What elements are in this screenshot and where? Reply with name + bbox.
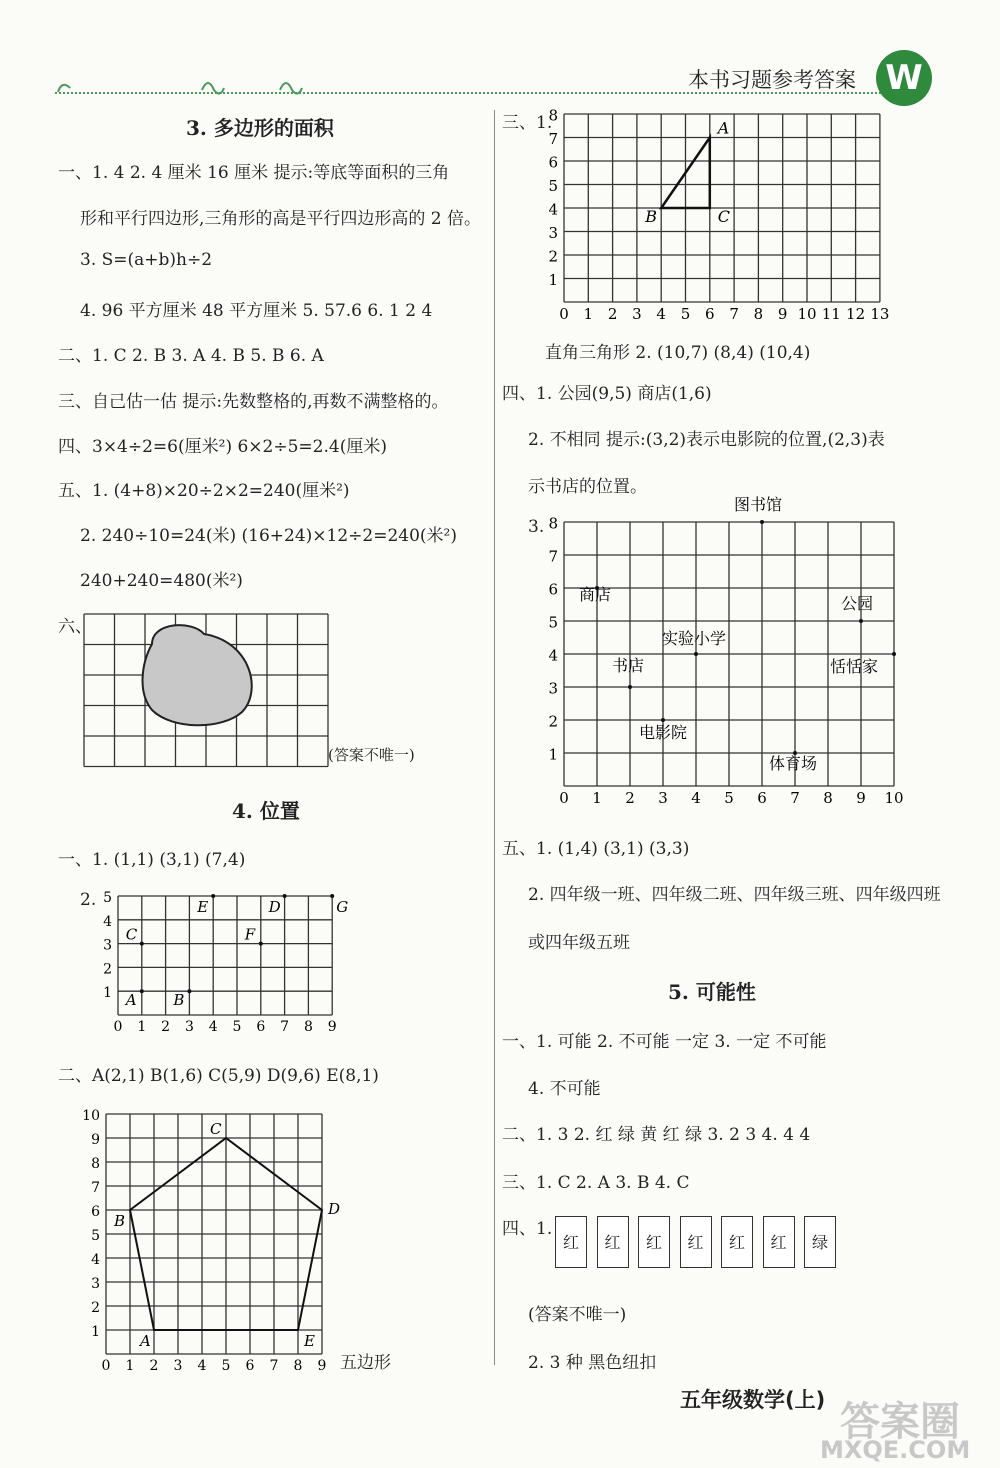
x-tick-label: 6 [256,1019,266,1035]
x-tick-label: 9 [777,305,788,323]
point-label: C [210,1120,222,1138]
grid-point [187,989,191,993]
place-label: 公园 [841,594,874,613]
six-note: (答案不唯一) [328,746,415,764]
column-divider [494,110,495,1365]
grid-point [140,942,144,946]
right-line-5: 五、1. (1,4) (3,1) (3,3) [502,839,690,859]
y-tick-label: 2 [548,247,558,266]
point-label: D [328,1200,341,1218]
place-label: 商店 [579,585,612,604]
y-tick-label: 3 [91,1276,100,1292]
color-ball-box: 红 [597,1216,629,1268]
x-tick-label: 8 [753,305,764,323]
place-point [892,652,896,656]
y-tick-label: 4 [103,913,112,930]
point-label: A [140,1332,151,1350]
x-tick-label: 4 [656,305,666,323]
point-label: B [645,207,657,226]
left-line-6: 三、自己估一估 提示:先数整格的,再数不满整格的。 [58,392,449,412]
y-tick-label: 5 [548,177,558,195]
y-tick-label: 10 [82,1108,100,1124]
place-label: 电影院 [639,723,688,742]
x-tick-label: 8 [823,789,833,807]
x-tick-label: 11 [821,305,841,323]
x-tick-label: 7 [269,1358,279,1374]
x-tick-label: 4 [197,1358,207,1374]
y-tick-label: 3 [548,224,558,242]
x-tick-label: 1 [125,1358,135,1374]
y-tick-label: 8 [548,106,558,125]
x-tick-label: 0 [559,305,569,323]
x-tick-label: 3 [173,1358,183,1374]
point-label: A [717,118,730,138]
section5-title: 5. 可能性 [668,980,756,1004]
chart-map [540,495,920,810]
right-line-2: 四、1. 公园(9,5) 商店(1,6) [502,384,712,404]
place-point [694,652,698,656]
left-line-7: 四、3×4÷2=6(厘米²) 6×2÷5=2.4(厘米) [58,437,387,457]
point-label: E [197,898,209,916]
left-line-4: 4. 96 平方厘米 48 平方厘米 5. 57.6 6. 1 2 4 [80,301,433,321]
left-line-9: 2. 240÷10=24(米) (16+24)×12÷2=240(米²) [80,526,457,546]
x-tick-label: 8 [303,1019,313,1035]
x-tick-label: 10 [797,305,817,323]
right-line-4: 示书店的位置。 [528,477,647,497]
y-tick-label: 1 [91,1324,100,1340]
footer-book: 五年级数学(上) [680,1388,826,1412]
place-label: 实验小学 [662,629,727,648]
x-tick-label: 1 [592,789,602,807]
x-tick-label: 3 [184,1019,194,1035]
y-tick-label: 2 [91,1300,100,1316]
left-line-8: 五、1. (4+8)×20÷2×2=240(厘米²) [58,481,350,501]
irregular-shape [143,625,252,725]
right-line-10: 二、1. 3 2. 红 绿 黄 红 绿 3. 2 3 4. 4 4 [502,1125,811,1145]
point-label: B [173,991,185,1010]
color-ball-box: 红 [555,1216,587,1268]
right-note: (答案不唯一) [528,1305,627,1325]
section3-title: 3. 多边形的面积 [186,116,334,140]
grid-point [330,894,334,898]
x-tick-label: 1 [137,1019,147,1035]
place-point [661,718,665,722]
point-label: A [125,991,137,1010]
y-tick-label: 2 [103,961,112,978]
point-label: F [244,925,256,944]
y-tick-label: 8 [548,514,558,533]
left-pos-2-label: 2. [80,890,97,910]
right-line-8: 一、1. 可能 2. 不可能 一定 3. 一定 不可能 [502,1032,827,1052]
x-tick-label: 9 [327,1019,337,1035]
right-line-6: 2. 四年级一班、四年级二班、四年级三班、四年级四班 [528,885,941,905]
six-label: 六、 [58,617,92,637]
section4-title: 4. 位置 [232,799,300,823]
grid-point [140,989,144,993]
x-tick-label: 12 [846,305,866,323]
x-tick-label: 6 [245,1358,255,1374]
watermark-url: MXQE.COM [820,1436,971,1464]
color-ball-box: 绿 [804,1216,836,1268]
pentagon-label: 五边形 [340,1353,391,1373]
place-point [859,619,863,623]
x-tick-label: 7 [790,789,800,807]
left-line-10: 240+240=480(米²) [80,571,243,591]
y-tick-label: 8 [91,1156,100,1172]
y-tick-label: 5 [91,1228,100,1244]
point-label: C [717,207,731,226]
x-tick-label: 2 [607,305,618,323]
y-tick-label: 4 [91,1252,100,1268]
chart-points-grid [96,890,356,1040]
left-line-3: 3. S=(a+b)h÷2 [80,250,213,270]
chart-triangle [540,104,900,326]
y-tick-label: 7 [548,547,558,566]
place-label: 书店 [612,656,645,675]
y-tick-label: 5 [548,613,558,632]
x-tick-label: 6 [705,305,715,323]
point-label: G [336,898,349,916]
right-line-1: 直角三角形 2. (10,7) (8,4) (10,4) [545,343,811,363]
place-point [628,685,632,689]
y-tick-label: 1 [548,271,558,289]
header-decoration-icon [50,74,350,98]
x-tick-label: 3 [658,789,668,807]
right-line-9: 4. 不可能 [528,1079,601,1099]
place-label: 恬恬家 [830,657,879,676]
y-tick-label: 2 [548,712,558,731]
right-map-label: 3. [528,517,545,537]
place-point [760,520,764,524]
x-tick-label: 0 [113,1019,123,1035]
x-tick-label: 1 [583,305,594,323]
grid-point [211,894,215,898]
x-tick-label: 4 [208,1019,218,1035]
x-tick-label: 0 [559,789,569,807]
left-pos-1: 一、1. (1,1) (3,1) (7,4) [58,850,246,870]
place-label: 体育场 [769,754,818,773]
right-line-11: 三、1. C 2. A 3. B 4. C [502,1173,690,1193]
right-line-3: 2. 不相同 提示:(3,2)表示电影院的位置,(2,3)表 [528,430,885,450]
place-label: 图书馆 [734,495,783,514]
point-label: C [125,925,138,944]
x-tick-label: 5 [680,305,691,323]
right-3-label: 三、1. [502,113,553,133]
x-tick-label: 9 [317,1358,327,1374]
left-line-2: 形和平行四边形,三角形的高是平行四边形高的 2 倍。 [80,209,482,229]
y-tick-label: 9 [91,1132,100,1148]
x-tick-label: 3 [632,305,642,323]
color-ball-box: 红 [721,1216,753,1268]
point-label: B [114,1212,126,1230]
y-tick-label: 3 [103,937,112,954]
right-line-12: 2. 3 种 黑色纽扣 [528,1353,657,1373]
color-ball-box: 红 [763,1216,795,1268]
x-tick-label: 2 [625,789,635,807]
x-tick-label: 13 [870,305,890,323]
x-tick-label: 0 [101,1358,111,1374]
y-tick-label: 4 [548,200,558,219]
y-tick-label: 6 [91,1204,100,1220]
x-tick-label: 5 [724,789,734,807]
x-tick-label: 5 [232,1019,242,1035]
grid-point [259,942,263,946]
left-line-1: 一、1. 4 2. 4 厘米 16 厘米 提示:等底等面积的三角 [58,163,450,183]
header-title: 本书习题参考答案 [688,68,856,92]
y-tick-label: 5 [103,890,112,906]
left-line-5: 二、1. C 2. B 3. A 4. B 5. B 6. A [58,346,324,366]
x-tick-label: 6 [757,789,767,807]
y-tick-label: 4 [548,646,558,665]
logo-icon: W [876,50,932,106]
x-tick-label: 8 [293,1358,303,1374]
y-tick-label: 6 [548,580,558,599]
color-ball-box: 红 [680,1216,712,1268]
x-tick-label: 7 [729,305,739,323]
watermark: 答案圈 [840,1399,960,1445]
point-label: E [304,1332,315,1350]
y-tick-label: 3 [548,679,558,698]
y-tick-label: 1 [103,985,112,1002]
right-four-label: 四、1. [502,1219,553,1239]
x-tick-label: 4 [691,789,701,807]
x-tick-label: 7 [280,1019,290,1035]
point-label: D [268,898,281,916]
right-line-7: 或四年级五班 [528,933,630,953]
x-tick-label: 2 [161,1019,171,1035]
y-tick-label: 1 [548,745,558,764]
x-tick-label: 10 [884,789,904,807]
x-tick-label: 5 [221,1358,231,1374]
y-tick-label: 7 [91,1180,100,1196]
left-pos-3: 二、A(2,1) B(1,6) C(5,9) D(9,6) E(8,1) [58,1066,379,1086]
grid-point [283,894,287,898]
x-tick-label: 9 [856,789,866,807]
y-tick-label: 7 [548,130,558,148]
chart-pentagon [80,1100,380,1374]
y-tick-label: 6 [548,153,558,172]
blob-grid [82,612,330,768]
color-ball-box: 红 [638,1216,670,1268]
x-tick-label: 2 [149,1358,159,1374]
